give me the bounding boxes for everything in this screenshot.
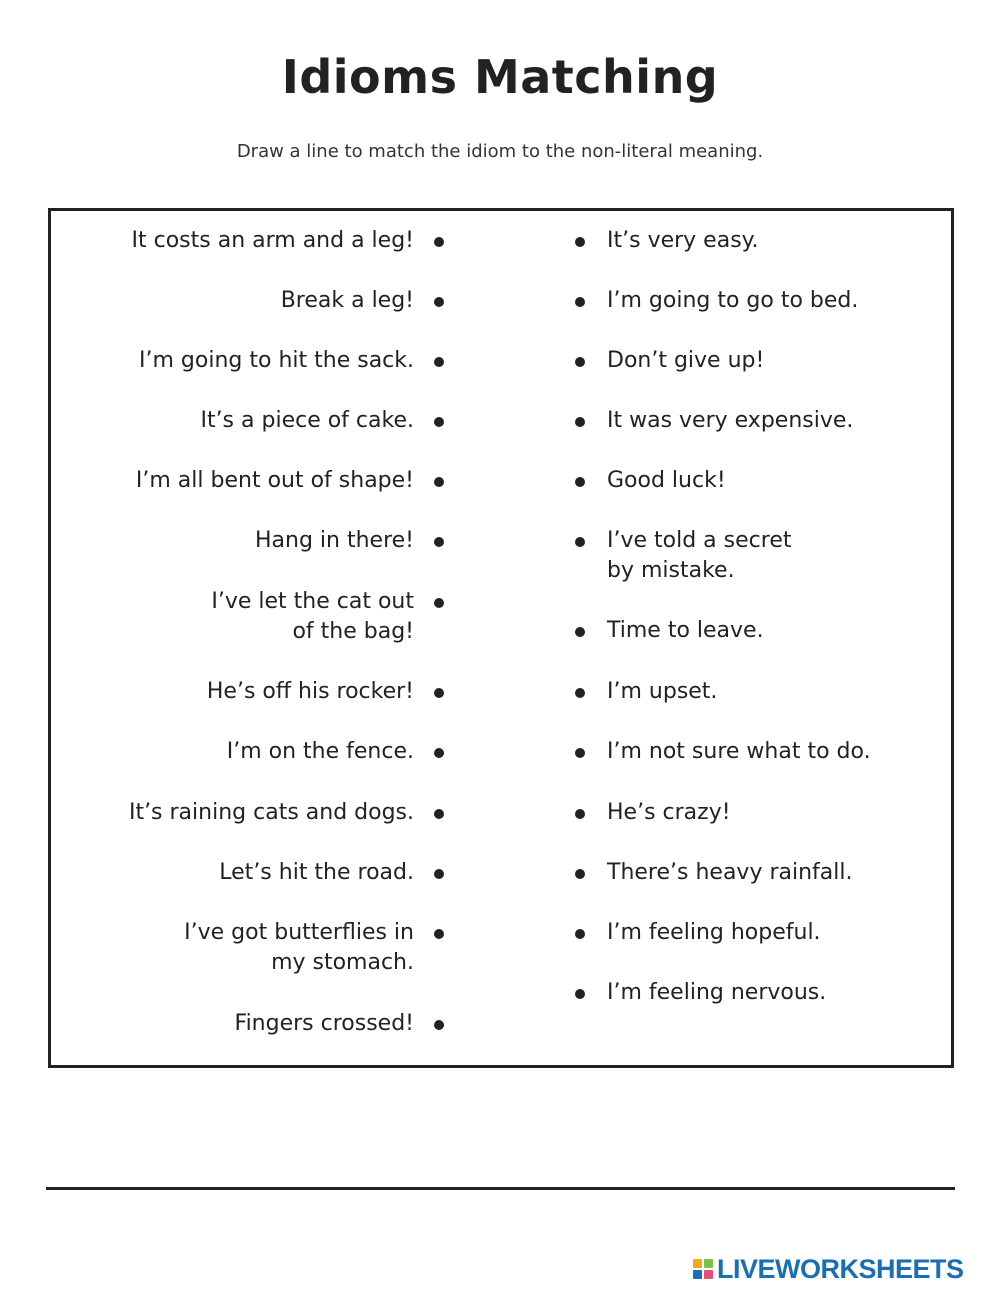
instructions-text: Draw a line to match the idiom to the non-literal meaning. [236,141,764,162]
idiom-item: I’ve let the cat out of the bag! [211,589,414,644]
logo-square-4 [704,1270,713,1279]
meaning-item: It’s very easy. [607,228,759,253]
idiom-dot[interactable] [434,417,444,427]
idiom-item: Hang in there! [255,528,414,553]
meaning-item: I’ve told a secret by mistake. [607,528,792,583]
meaning-dot[interactable] [575,989,585,999]
meaning-dot[interactable] [575,627,585,637]
idiom-item: I’m going to hit the sack. [139,348,414,373]
logo-icon [693,1259,713,1279]
idiom-dot[interactable] [434,297,444,307]
divider-line [46,1187,955,1190]
meaning-dot[interactable] [575,748,585,758]
meaning-dot[interactable] [575,477,585,487]
idiom-dot[interactable] [434,929,444,939]
meaning-dot[interactable] [575,357,585,367]
page-title: Idioms Matching [281,50,719,104]
idiom-item: He’s off his rocker! [206,679,414,704]
idiom-dot[interactable] [434,598,444,608]
meaning-dot[interactable] [575,688,585,698]
idiom-item: I’m all bent out of shape! [135,468,414,493]
logo-square-1 [693,1259,702,1268]
logo-square-3 [693,1270,702,1279]
meaning-dot[interactable] [575,929,585,939]
meaning-item: I’m upset. [607,679,718,704]
meaning-item: I’m feeling hopeful. [607,920,821,945]
meaning-item: He’s crazy! [607,800,731,825]
idiom-dot[interactable] [434,357,444,367]
idiom-dot[interactable] [434,748,444,758]
idiom-item: It’s a piece of cake. [200,408,414,433]
meaning-dot[interactable] [575,537,585,547]
idiom-dot[interactable] [434,237,444,247]
meaning-item: I’m not sure what to do. [607,739,871,764]
meaning-dot[interactable] [575,297,585,307]
idiom-dot[interactable] [434,1020,444,1030]
idiom-item: It costs an arm and a leg! [131,228,414,253]
meaning-dot[interactable] [575,869,585,879]
logo-square-2 [704,1259,713,1268]
idiom-dot[interactable] [434,477,444,487]
idiom-item: Break a leg! [280,288,414,313]
meaning-item: I’m feeling nervous. [607,980,827,1005]
idiom-dot[interactable] [434,537,444,547]
logo-text: LIVEWORKSHEETS [717,1253,964,1284]
liveworksheets-logo [693,1254,964,1284]
meaning-item: Time to leave. [607,618,764,643]
meaning-item: I’m going to go to bed. [607,288,859,313]
meaning-dot[interactable] [575,237,585,247]
idiom-dot[interactable] [434,688,444,698]
meaning-item: Don’t give up! [607,348,765,373]
meaning-item: Good luck! [607,468,726,493]
idiom-item: I’m on the fence. [226,739,414,764]
meaning-dot[interactable] [575,417,585,427]
idiom-item: It’s raining cats and dogs. [128,800,414,825]
idiom-dot[interactable] [434,869,444,879]
idiom-dot[interactable] [434,809,444,819]
idiom-item: Let’s hit the road. [219,860,414,885]
idiom-item: I’ve got butterflies in my stomach. [184,920,414,975]
meaning-dot[interactable] [575,809,585,819]
meaning-item: There’s heavy rainfall. [607,860,853,885]
idiom-item: Fingers crossed! [234,1011,414,1036]
meaning-item: It was very expensive. [607,408,854,433]
